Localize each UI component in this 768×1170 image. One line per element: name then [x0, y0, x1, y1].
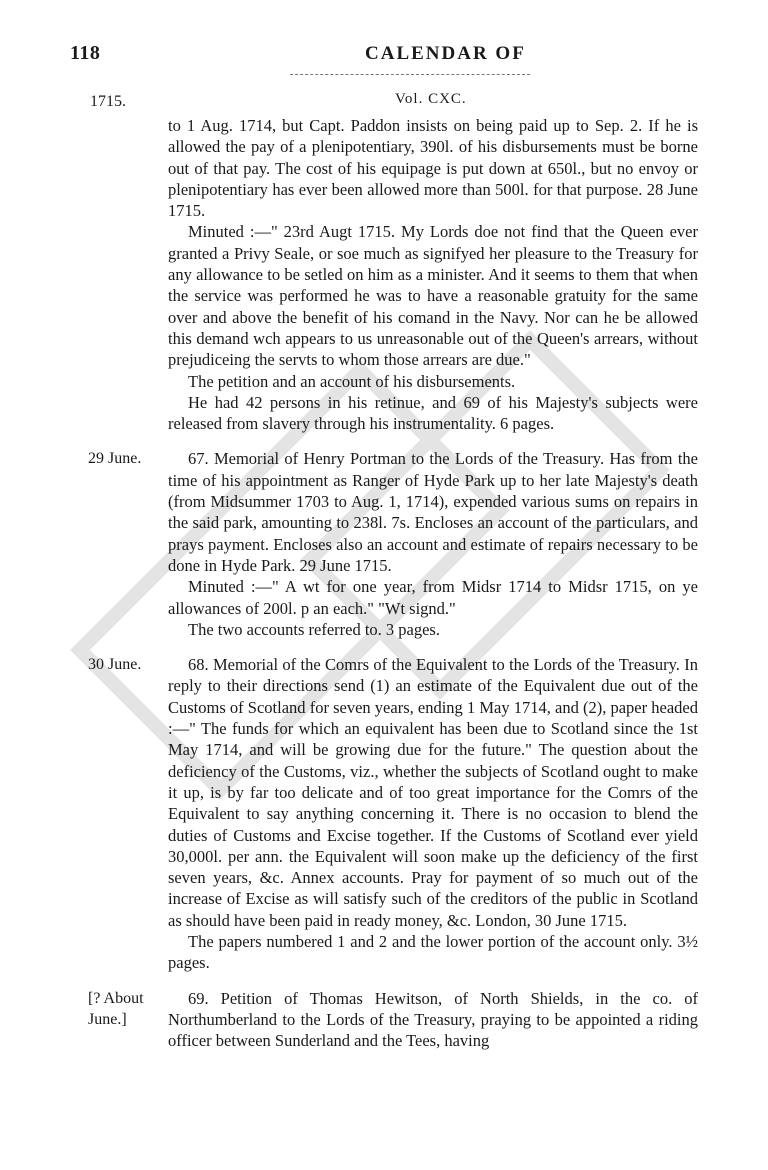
calendar-entry — [168, 115, 698, 434]
page-number: 118 — [70, 42, 101, 64]
entry-note: He had 42 persons in his retinue, and 69 of his Majesty's subjects were released from slavery through his instrumentality. 6 pages. — [168, 392, 698, 434]
minute-paragraph: Minuted :—" 23rd Augt 1715. My Lords doe not find that the Queen ever granted a Privy Seale, or soe much as signifyed her pleasure to the Treasury for any allowance to be setled on him as a minister. And it seems to them that when the service was performed he was to have a reasonable gratuity for the same over and above the benefit of his comand in the Navy. Nor can he be allowed this demand wch appears to us unreasonable out of the Queen's arrears, without prejudiceing the servts to whom those arrears are due." — [168, 222, 698, 370]
calendar-entry — [88, 654, 698, 973]
margin-year: 1715. — [90, 93, 126, 110]
enclosure-note: The papers numbered 1 and 2 and the lower portion of the account only. 3½ pages. — [168, 931, 698, 973]
calendar-body — [88, 115, 698, 1051]
entry-date: [? About June.] — [88, 989, 144, 1028]
calendar-entry — [88, 448, 698, 640]
calendar-entry — [88, 988, 698, 1052]
enclosure-note: The two accounts referred to. 3 pages. — [188, 619, 440, 639]
running-title: CALENDAR OF — [365, 43, 526, 64]
enclosure-note: The petition and an account of his disbursements. — [188, 371, 516, 391]
entry-paragraph: to 1 Aug. 1714, but Capt. Paddon insists on being paid up to Sep. 2. If he is allowed the pay of a plenipotentiary, 390l. of his disbursements must be borne out of that pay. The cost of his equipage is put down at 650l., but no envoy or plenipotentiary has ever been allowed more than 500l. for that purpose. 28 June 1715. — [168, 116, 698, 221]
entry-date: 29 June. — [88, 450, 142, 468]
minute-paragraph: Minuted :—" A wt for one year, from Midsr 1714 to Midsr 1715, on ye allowances of 200l. p an each." "Wt signd." — [168, 577, 698, 618]
entry-paragraph: 67. Memorial of Henry Portman to the Lords of the Treasury. Has from the time of his appointment as Ranger of Hyde Park up to her late Majesty's death (from Midsummer 1703 to Aug. 1, 1714), expended various sums on repairs in the said park, amounting to 238l. 7s. Encloses an account of the particulars, and prays payment. Encloses also an account and estimate of repairs necessary to be done in Hyde Park. 29 June 1715. — [168, 449, 698, 575]
entry-paragraph: 68. Memorial of the Comrs of the Equivalent to the Lords of the Treasury. In reply to their directions send (1) an estimate of the Equivalent due out of the Customs of Scotland for seven years, ending 1 May 1714, and (2), paper headed :—" The funds for which an equivalent has been due to Scotland since the 1st May 1714, and will be growing due for the future." The question about the deficiency of the Customs, viz., whether the subjects of Scotland ought to make it up, is by far too delicate and of too great importance for the Comrs of the Equivalent to say anything concerning it. There is no occasion to blend the duties of Customs and Excise together. If the Customs of Scotland ever yield 30,000l. per ann. the Equivalent will soon make up the deficiency of the first seven years, &c. Annex accounts. Pray for payment of so much out of the increase of Excise as will satisfy such of the creditors of the public in Scotland as should have been paid in ready money, &c. London, 30 June 1715. — [168, 655, 698, 930]
entry-date: 30 June. — [88, 656, 142, 674]
header-rule — [290, 74, 530, 75]
entry-paragraph: 69. Petition of Thomas Hewitson, of North Shields, in the co. of Northumberland to the Lords of the Treasury, praying to be appointed a riding officer between Sunderland and the Tees, having — [168, 988, 698, 1051]
volume-heading: Vol. CXC. — [395, 91, 467, 107]
